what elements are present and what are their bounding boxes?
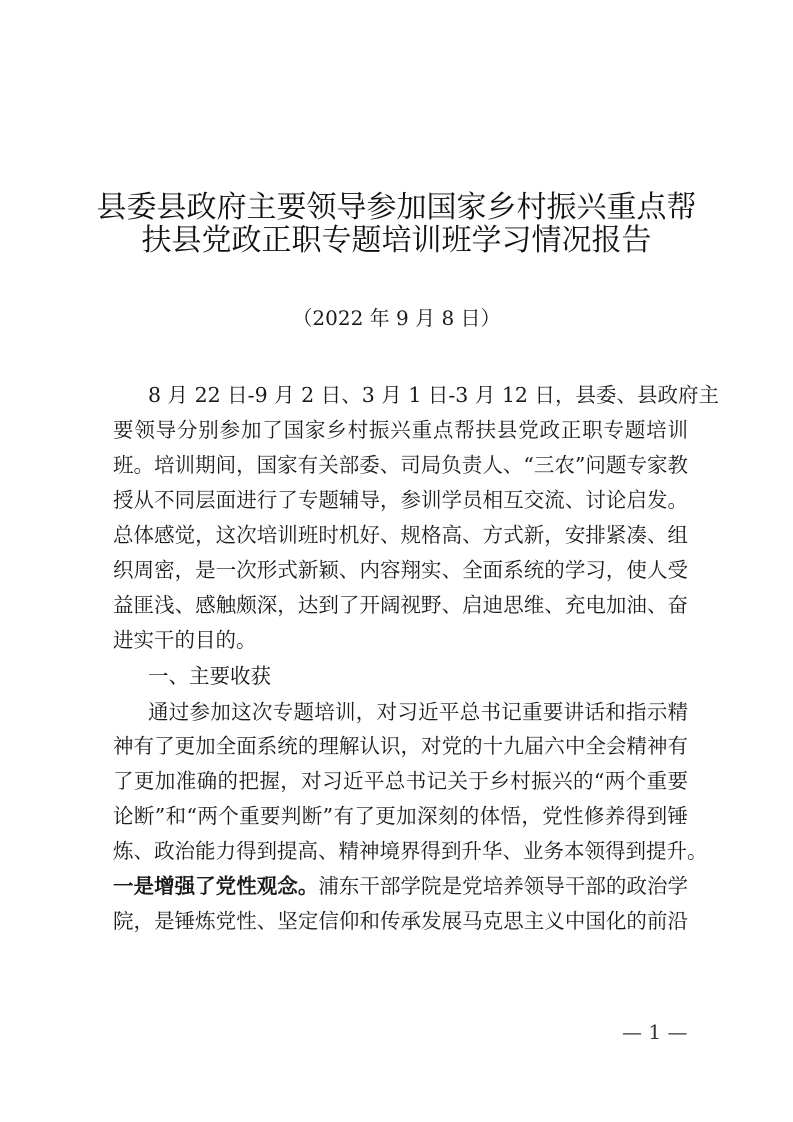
- paragraph-line: 论断”和“两个重要判断”有了更加深刻的体悟，党性修养得到锤: [113, 804, 688, 828]
- document-title-line-2: 扶县党政正职专题培训班学习情况报告: [141, 223, 652, 258]
- paragraph-line: 了更加准确的把握，对习近平总书记关于乡村振兴的“两个重要: [113, 769, 688, 793]
- paragraph-line: 炼、政治能力得到提高、精神境界得到升华、业务本领得到提升。: [113, 839, 708, 863]
- paragraph-line: 班。培训期间，国家有关部委、司局负责人、“三农”问题专家教: [113, 453, 688, 477]
- point-one-text: 浦东干部学院是党培养领导干部的政治学: [318, 874, 689, 898]
- page-number: — 1 —: [622, 1020, 688, 1044]
- paragraph-line: 织周密，是一次形式新颖、内容翔实、全面系统的学习，使人受: [113, 558, 688, 582]
- section-heading: 一、主要收获: [148, 664, 271, 688]
- paragraph-line: 进实干的目的。: [113, 628, 257, 652]
- point-one-lead: 一是增强了党性观念。: [113, 874, 319, 898]
- document-date: （2022 年 9 月 8 日）: [292, 306, 501, 330]
- paragraph-line: 授从不同层面进行了专题辅导，参训学员相互交流、讨论启发。: [113, 488, 688, 512]
- paragraph-line: 神有了更加全面系统的理解认识，对党的十九届六中全会精神有: [113, 734, 688, 758]
- paragraph-line: 8 月 22 日-9 月 2 日、3 月 1 日-3 月 12 日，县委、县政府主: [148, 383, 719, 407]
- paragraph-line: 院，是锤炼党性、坚定信仰和传承发展马克思主义中国化的前沿: [113, 909, 688, 933]
- paragraph-line: 要领导分别参加了国家乡村振兴重点帮扶县党政正职专题培训: [113, 418, 688, 442]
- paragraph-line: 益匪浅、感触颇深，达到了开阔视野、启迪思维、充电加油、奋: [113, 593, 688, 617]
- paragraph-line: 总体感觉，这次培训班时机好、规格高、方式新，安排紧凑、组: [113, 523, 688, 547]
- paragraph-line: 通过参加这次专题培训，对习近平总书记重要讲话和指示精: [148, 700, 688, 724]
- document-title-line-1: 县委县政府主要领导参加国家乡村振兴重点帮: [96, 190, 697, 225]
- paragraph-line: [113, 872, 688, 900]
